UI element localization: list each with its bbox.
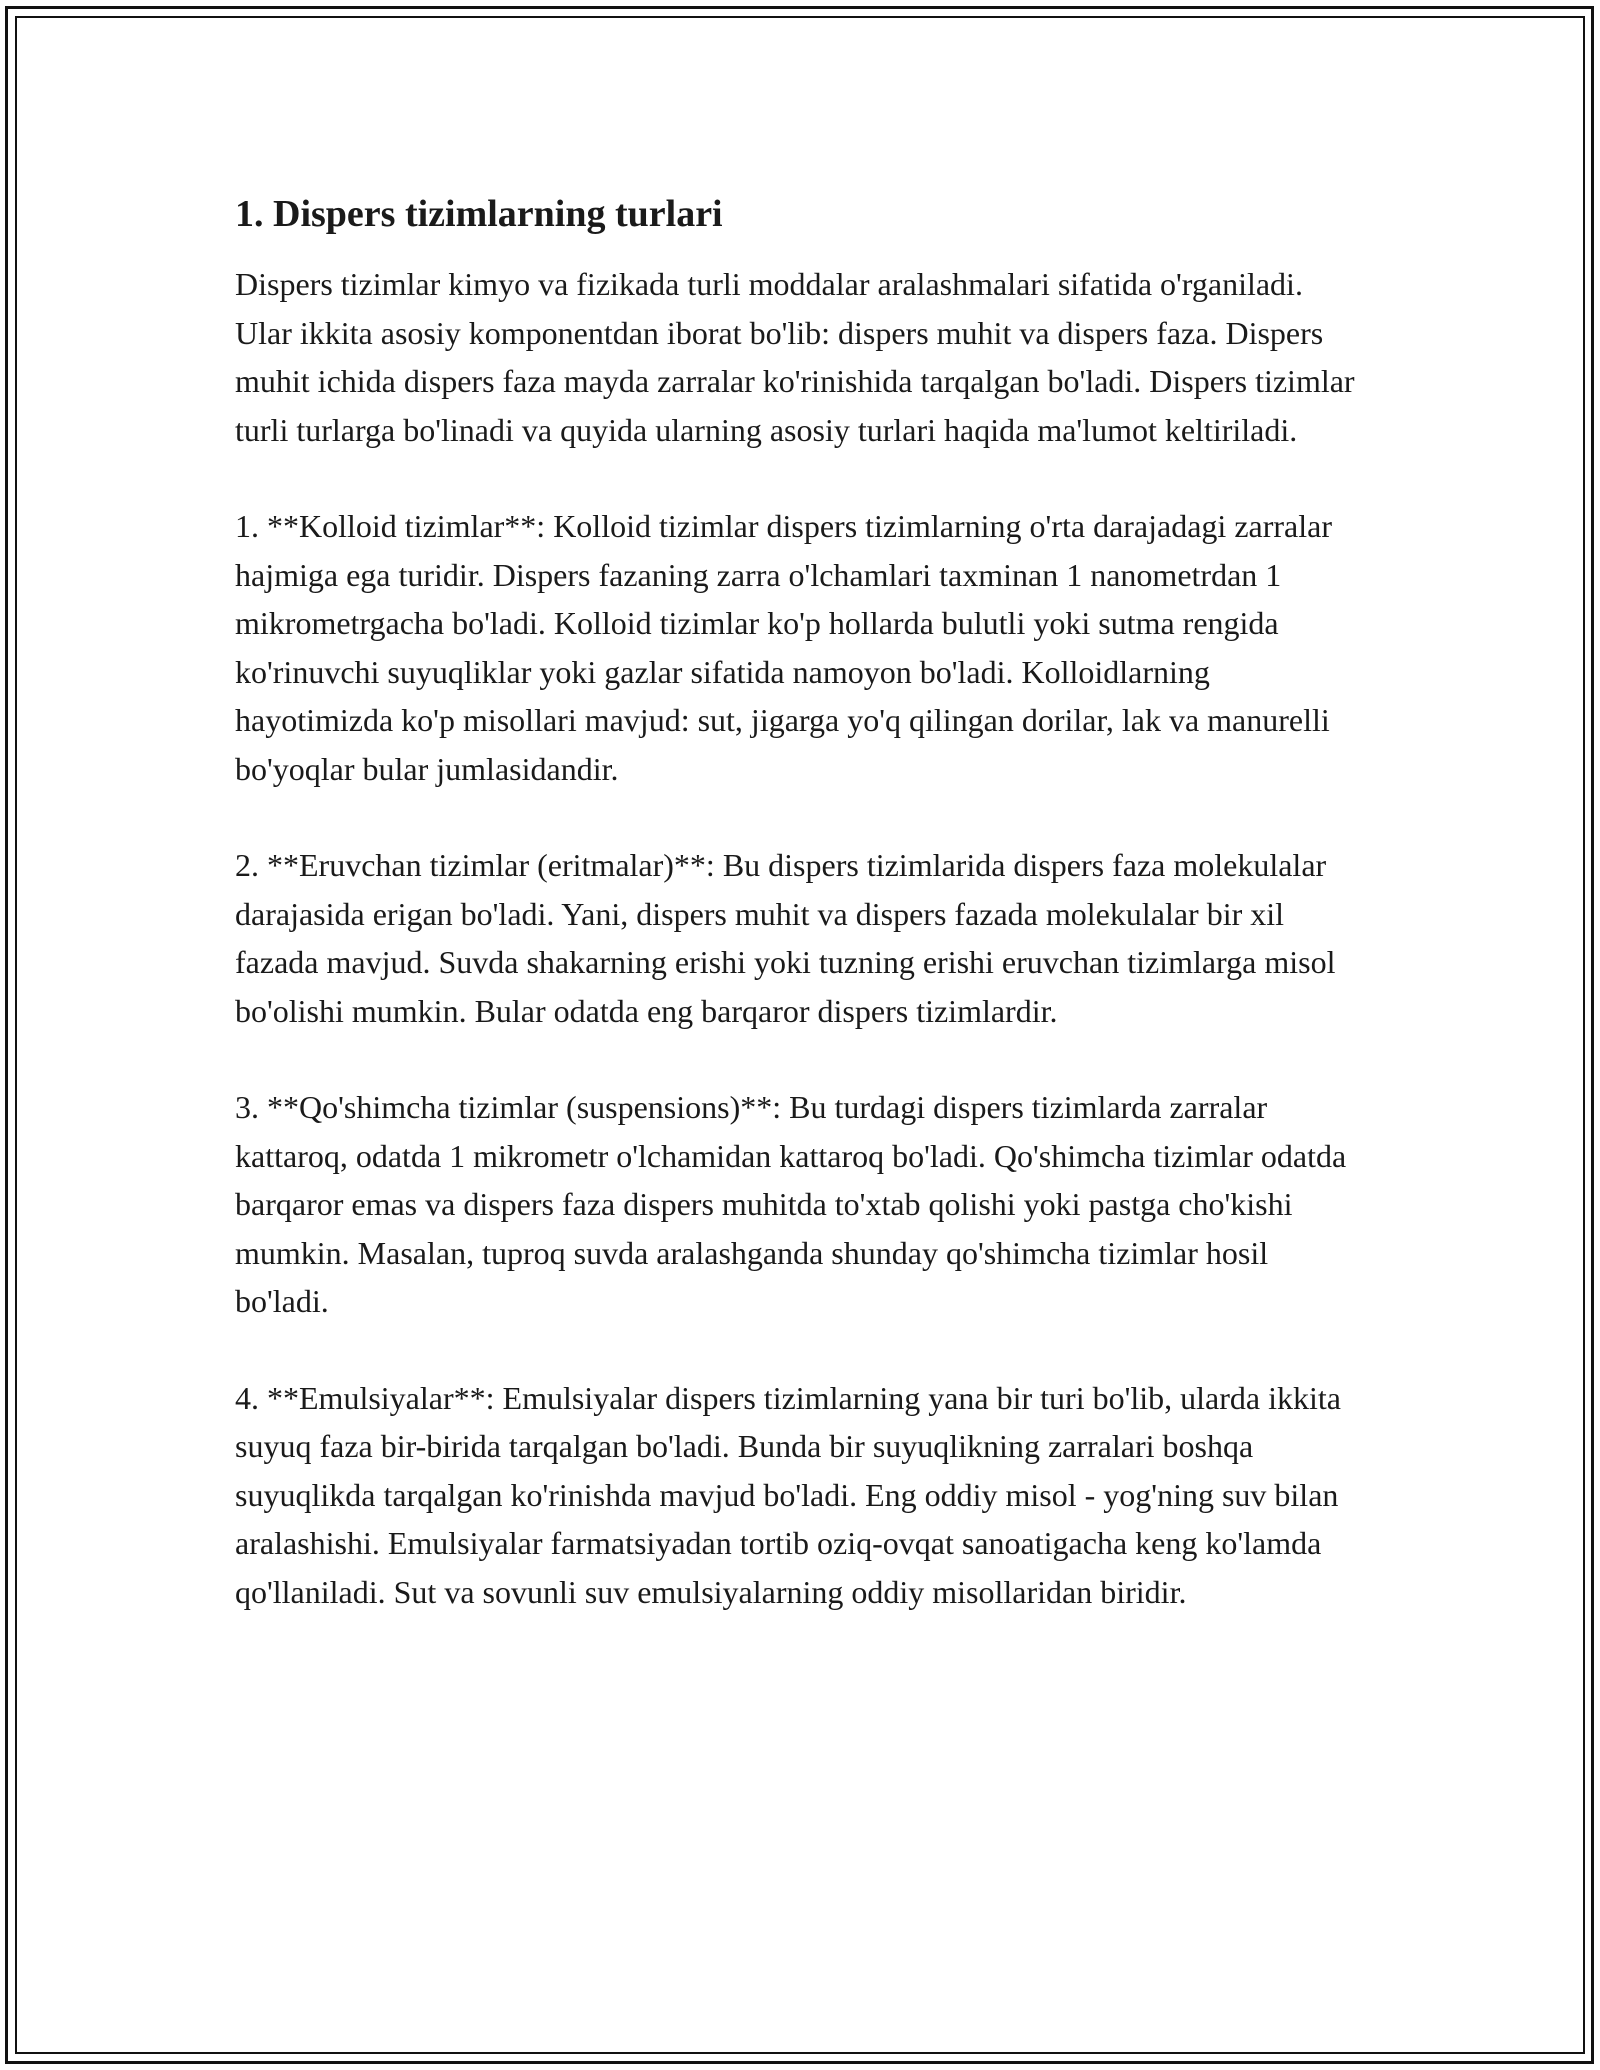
solutions-paragraph: 2. **Eruvchan tizimlar (eritmalar)**: Bu dispers tizimlarida dispers faza molekulalar darajasida erigan bo'ladi. Yani, dispers muhit va dispers fazada molekulalar bir xil fazada mavjud. Suvda shakarning erishi yoki tuzning erishi eruvchan tizimlarga misol bo'olishi mumkin. Bular odatda eng barqaror dispers tizimlardir. (235, 847, 1336, 1029)
intro-paragraph: Dispers tizimlar kimyo va fizikada turli moddalar aralashmalari sifatida o'rganiladi. Ular ikkita asosiy komponentdan iborat bo'lib: dispers muhit va dispers faza. Dispers muhit ichida dispers faza mayda zarralar ko'rinishida tarqalgan bo'ladi. Dispers tizimlar turli turlarga bo'linadi va quyida ularning asosiy turlari haqida ma'lumot keltiriladi. (235, 266, 1355, 448)
document-body (235, 186, 1365, 1664)
suspensions-paragraph: 3. **Qo'shimcha tizimlar (suspensions)**: Bu turdagi dispers tizimlarda zarralar kattaroq, odatda 1 mikrometr o'lchamidan kattaroq bo'ladi. Qo'shimcha tizimlar odatda barqaror emas va dispers faza dispers muhitda to'xtab qolishi yoki pastga cho'kishi mumkin. Masalan, tuproq suvda aralashganda shunday qo'shimcha tizimlar hosil bo'ladi. (235, 1089, 1347, 1319)
colloid-systems-paragraph: 1. **Kolloid tizimlar**: Kolloid tizimlar dispers tizimlarning o'rta darajadagi zarralar hajmiga ega turidir. Dispers fazaning zarra o'lchamlari taxminan 1 nanometrdan 1 mikrometrgacha bo'ladi. Kolloid tizimlar ko'p hollarda bulutli yoki sutma rengida ko'rinuvchi suyuqliklar yoki gazlar sifatida namoyon bo'ladi. Kolloidlarning hayotimizda ko'p misollari mavjud: sut, jigarga yo'q qilingan dorilar, lak va manurelli bo'yoqlar bular jumlasidandir. (235, 508, 1332, 787)
emulsions-paragraph: 4. **Emulsiyalar**: Emulsiyalar dispers tizimlarning yana bir turi bo'lib, ularda ikkita suyuq faza bir-birida tarqalgan bo'ladi. Bunda bir suyuqlikning zarralari boshqa suyuqlikda tarqalgan ko'rinishda mavjud bo'ladi. Eng oddiy misol - yog'ning suv bilan aralashishi. Emulsiyalar farmatsiyadan tortib oziq-ovqat sanoatigacha keng ko'lamda qo'llaniladi. Sut va sovunli suv emulsiyalarning oddiy misollaridan biridir. (235, 1379, 1341, 1610)
section-heading: 1. Dispers tizimlarning turlari (235, 193, 723, 235)
